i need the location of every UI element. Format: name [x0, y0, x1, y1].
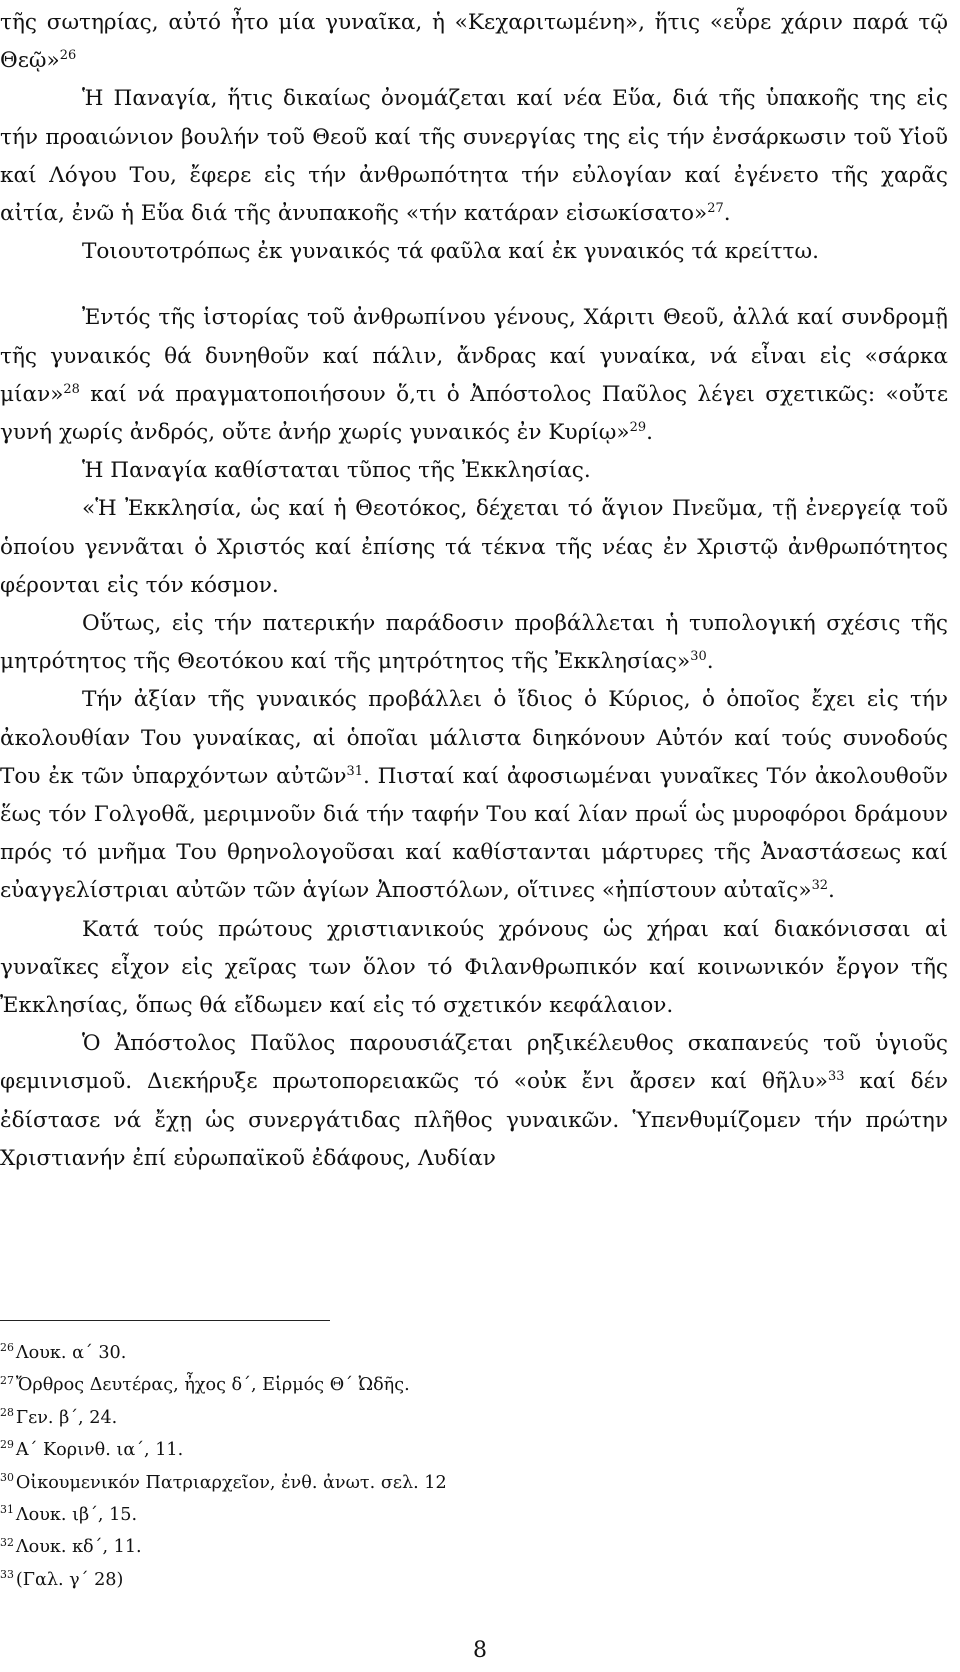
footnote	[0, 1531, 948, 1563]
paragraph-text: Τήν ἀξίαν τῆς γυναικός προβάλλει ὁ ἴδιος ὁ Κύριος, ὁ ὁποῖος ἔχει εἰς τήν ἀκολουθίαν Του γυναίκας, αἱ ὁποῖαι μάλιστα διηκόνουν Αὐτόν καί τούς συνοδούς Του ἐκ τῶν ὑπαρχόντων αὐτῶν	[0, 687, 948, 789]
paragraph	[0, 681, 948, 910]
footnote	[0, 1434, 948, 1466]
footnote-text: Οἰκουμενικόν Πατριαρχεῖον, ἐνθ. ἀνωτ. σελ. 12	[15, 1472, 447, 1493]
footnote-ref[interactable]: 32	[811, 878, 829, 894]
footnote-ref[interactable]: 28	[63, 381, 80, 397]
footnote-text: Α΄ Κορινθ. ια΄, 11.	[15, 1440, 184, 1461]
footnote-ref[interactable]: 31	[346, 763, 363, 779]
footnote-ref[interactable]: 33	[827, 1069, 845, 1085]
page-number: 8	[473, 1638, 487, 1663]
footnote-number: 28	[0, 1405, 14, 1419]
footnote-number: 32	[0, 1535, 14, 1549]
footnote	[0, 1337, 948, 1369]
footnote-number: 33	[0, 1567, 14, 1581]
paragraph-text: .	[828, 878, 835, 904]
footnote	[0, 1564, 948, 1596]
footnote	[0, 1467, 948, 1499]
paragraph-text: .	[723, 201, 731, 227]
paragraph-text: .	[646, 420, 653, 446]
footnote-number: 29	[0, 1438, 14, 1452]
paragraph	[0, 605, 948, 681]
paragraph-text: Κατά τούς πρώτους χριστιανικούς χρόνους ὡς χήραι καί διακόνισσαι αἱ γυναῖκες εἶχον εἰς χεῖρας των ὅλον τό Φιλανθρωπικόν καί κοινωνικόν ἔργον τῆς Ἐκκλησίας, ὅπως θά εἴδωμεν καί εἰς τό σχετικόν κεφάλαιον.	[0, 916, 948, 1019]
footnote-ref[interactable]: 26	[59, 48, 77, 64]
paragraph-text: . Πισταί καί ἀφοσιωμέναι γυναῖκες Τόν ἀκολουθοῦν ἕως τόν Γολγοθᾶ, μεριμνοῦν διά τήν ταφήν Του καί λίαν πρωΐ ὡς μυροφόροι δράμουν πρός τό μνῆμα Του θρηνολογοῦσαι καί καθίστανται μάρτυρες τῆς Ἀναστάσεως καί εὐαγγελίστριαι αὐτῶν τῶν ἁγίων Ἀποστόλων, οἵτινες «ἠπίστουν αὐταῖς»	[0, 763, 948, 904]
paragraph	[0, 490, 948, 605]
paragraph	[0, 299, 948, 452]
footnote-number: 31	[0, 1503, 14, 1517]
paragraph	[0, 80, 948, 233]
footnote-ref[interactable]: 30	[690, 649, 707, 665]
paragraph-text: Ἡ Παναγία, ἥτις δικαίως ὀνομάζεται καί νέα Εὕα, διά τῆς ὑπακοῆς της εἰς τήν προαιώνιον βουλήν τοῦ Θεοῦ καί τῆς συνεργίας της εἰς τήν ἐνσάρκωσιν τοῦ Υἱοῦ καί Λόγου Του, ἔφερε εἰς τήν ἀνθρωπότητα τήν εὐλογίαν καί ἐγένετο τῆς χαρᾶς αἰτία, ἐνῶ ἡ Εὕα διά τῆς ἀνυπακοῆς «τήν κατάραν εἰσωκίσατο»	[0, 86, 948, 227]
footnote	[0, 1402, 948, 1434]
paragraph-text: Ἐντός τῆς ἱστορίας τοῦ ἀνθρωπίνου γένους, Χάριτι Θεοῦ, ἀλλά καί συνδρομῇ τῆς γυναικός θά δυνηθοῦν καί πάλιν, ἄνδρας καί γυναίκα, νά εἶναι εἰς «σάρκα μίαν»	[0, 305, 948, 407]
paragraph	[0, 452, 948, 490]
footnote-number: 30	[0, 1470, 14, 1484]
paragraph	[0, 4, 948, 80]
footnote-text: Λουκ. κδ΄, 11.	[15, 1537, 142, 1558]
paragraph-text: «Ἡ Ἐκκλησία, ὡς καί ἡ Θεοτόκος, δέχεται τό ἅγιον Πνεῦμα, τῇ ἐνεργείᾳ τοῦ ὁποίου γεννᾶται ὁ Χριστός καί ἐπίσης τά τέκνα τῆς νέας ἐν Χριστῷ ἀνθρωπότητος φέρονται εἰς τόν κόσμον.	[0, 496, 948, 598]
paragraph-text: καί δέν ἐδίστασε νά ἔχῃ ὡς συνεργάτιδας πλῆθος γυναικῶν. Ὑπενθυμίζομεν τήν πρώτην Χριστιανήν ἐπί εὐρωπαϊκοῦ ἐδάφους, Λυδίαν	[0, 1069, 948, 1171]
footnote-text: Ὄρθρος Δευτέρας, ἦχος δ΄, Εἱρμός Θ΄ Ὠδῆς.	[15, 1375, 410, 1396]
footnotes	[0, 1337, 948, 1596]
paragraph-text: Οὕτως, εἰς τήν πατερικήν παράδοσιν προβάλλεται ἡ τυπολογική σχέσις τῆς μητρότητος τῆς Θεοτόκου καί τῆς μητρότητος τῆς Ἐκκλησίας»	[0, 611, 948, 675]
footnote-text: Λουκ. ιβ΄, 15.	[15, 1505, 138, 1526]
footnote	[0, 1369, 948, 1401]
footnote-divider	[0, 1320, 330, 1321]
paragraph-text: Ἡ Παναγία καθίσταται τῦπος τῆς Ἐκκλησίας.	[82, 458, 591, 484]
footnote-text: (Γαλ. γ΄ 28)	[15, 1569, 124, 1590]
footnote	[0, 1499, 948, 1531]
paragraph	[0, 1025, 948, 1178]
footnote-text: Γεν. β΄, 24.	[15, 1407, 118, 1428]
footnote-number: 27	[0, 1373, 14, 1387]
footnote-ref[interactable]: 27	[707, 200, 724, 216]
paragraph-text: καί νά πραγματοποιήσουν ὅ,τι ὁ Ἀπόστολος Παῦλος λέγει σχετικῶς: «οὔτε γυνή χωρίς ἀνδρός, οὔτε ἀνήρ χωρίς γυναικός ἐν Κυρίῳ»	[0, 381, 948, 446]
footnote-number: 26	[0, 1341, 14, 1355]
paragraph-text: τῆς σωτηρίας, αὐτό ἦτο μία γυναῖκα, ἡ «Κεχαριτωμένη», ἥτις «εὗρε χάριν παρά τῷ Θεῷ»	[0, 10, 948, 74]
footnote-text: Λουκ. α΄ 30.	[15, 1343, 127, 1363]
paragraph-text: Τοιουτοτρόπως ἐκ γυναικός τά φαῦλα καί ἐκ γυναικός τά κρείττω.	[82, 239, 819, 265]
paragraph-text: .	[706, 649, 714, 675]
footnote-ref[interactable]: 29	[629, 419, 647, 435]
paragraph	[0, 911, 948, 1026]
paragraph-text: Ὁ Ἀπόστολος Παῦλος παρουσιάζεται ρηξικέλευθος σκαπανεύς τοῦ ὑγιοῦς φεμινισμοῦ. Διεκήρυξε πρωτοπορειακῶς τό «οὐκ ἔνι ἄρσεν καί θῆλυ»	[0, 1031, 948, 1095]
paragraph	[0, 233, 948, 271]
body-text	[0, 4, 948, 1178]
